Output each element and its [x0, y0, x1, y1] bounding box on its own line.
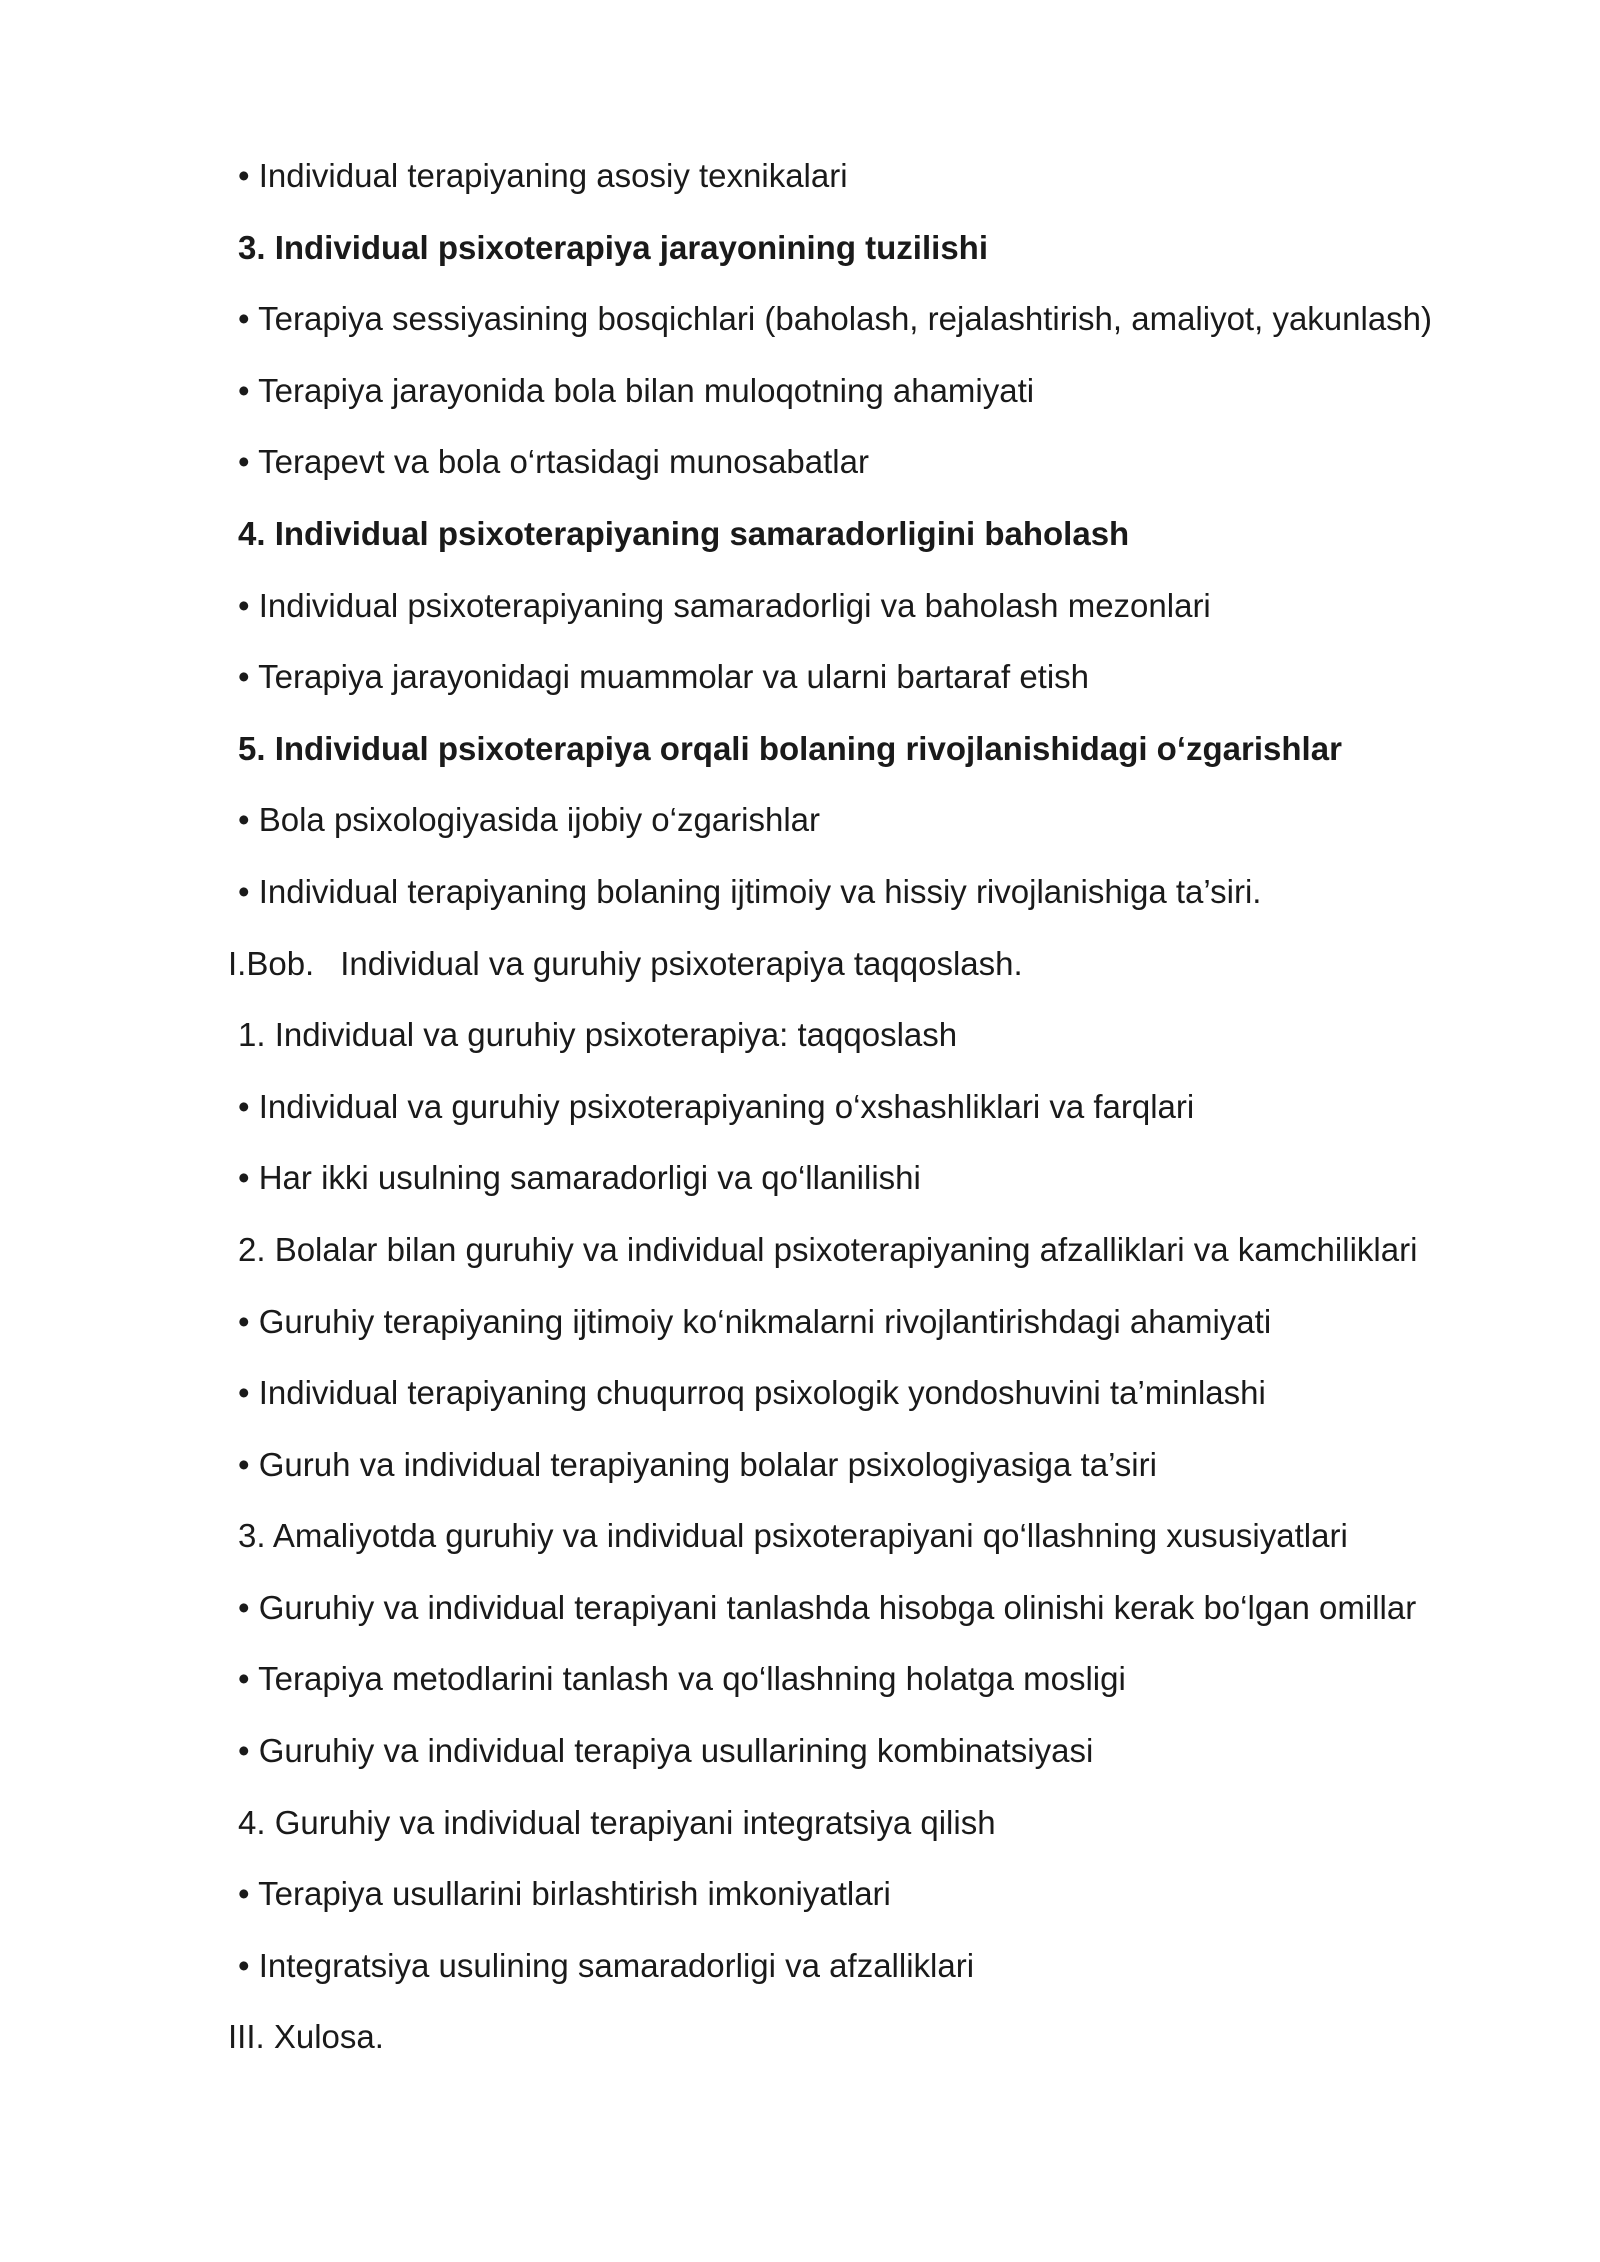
numbered-item-text: 4. Guruhiy va individual terapiyani integratsiya qilish [238, 1803, 996, 1841]
outline-item-text: • Terapiya jarayonidagi muammolar va ularni bartaraf etish [238, 658, 1090, 696]
outline-item [0, 150, 1600, 222]
outline-item [0, 651, 1600, 723]
chapter-heading [0, 938, 1600, 1010]
outline-item-text: • Individual terapiyaning bolaning ijtimoiy va hissiy rivojlanishiga ta’siri. [238, 872, 1262, 910]
outline-item-text: • Har ikki usulning samaradorligi va qo‘llanilishi [238, 1159, 921, 1197]
numbered-item [0, 1224, 1600, 1296]
numbered-item [0, 1510, 1600, 1582]
outline-item [0, 1367, 1600, 1439]
outline-item [0, 293, 1600, 365]
outline-item [0, 436, 1600, 508]
outline-item [0, 1653, 1600, 1725]
section-heading [0, 508, 1600, 580]
section-heading-text: 5. Individual psixoterapiya orqali bolaning rivojlanishidagi o‘zgarishlar [238, 729, 1342, 767]
outline-item [0, 866, 1600, 938]
outline-item-text: • Individual va guruhiy psixoterapiyaning o‘xshashliklari va farqlari [238, 1087, 1195, 1125]
chapter-heading [0, 2011, 1600, 2083]
outline-item-text: • Guruhiy terapiyaning ijtimoiy ko‘nikmalarni rivojlantirishdagi ahamiyati [238, 1302, 1272, 1340]
section-heading [0, 222, 1600, 294]
outline-item-text: • Terapiya sessiyasining bosqichlari (baholash, rejalashtirish, amaliyot, yakunlash) [238, 300, 1433, 338]
chapter-label: III. [228, 2018, 265, 2056]
numbered-item-text: 1. Individual va guruhiy psixoterapiya: taqqoslash [238, 1016, 958, 1054]
chapter-title: Xulosa. [273, 2018, 384, 2056]
outline-item [0, 1152, 1600, 1224]
section-heading-text: 3. Individual psixoterapiya jarayonining tuzilishi [238, 228, 988, 266]
chapter-label: I.Bob. [228, 944, 315, 982]
outline-item [0, 794, 1600, 866]
outline-item [0, 1296, 1600, 1368]
outline-item [0, 580, 1600, 652]
outline-item-text: • Individual terapiyaning chuqurroq psixologik yondoshuvini ta’minlashi [238, 1374, 1266, 1412]
outline-item [0, 1439, 1600, 1511]
outline-item-text: • Guruhiy va individual terapiya usullarining kombinatsiyasi [238, 1732, 1094, 1770]
outline-list [0, 150, 1600, 2083]
outline-item [0, 1725, 1600, 1797]
outline-item [0, 1940, 1600, 2012]
outline-item [0, 1868, 1600, 1940]
section-heading-text: 4. Individual psixoterapiyaning samaradorligini baholash [238, 514, 1130, 552]
outline-item-text: • Terapiya usullarini birlashtirish imkoniyatlari [238, 1875, 891, 1913]
outline-item-text: • Individual psixoterapiyaning samaradorligi va baholash mezonlari [238, 586, 1211, 624]
outline-item [0, 1582, 1600, 1654]
chapter-title: Individual va guruhiy psixoterapiya taqqoslash. [340, 944, 1023, 982]
outline-item-text: • Guruh va individual terapiyaning bolalar psixologiyasiga ta’siri [238, 1445, 1157, 1483]
numbered-item [0, 1009, 1600, 1081]
numbered-item-text: 2. Bolalar bilan guruhiy va individual psixoterapiyaning afzalliklari va kamchiliklari [238, 1230, 1418, 1268]
outline-item-text: • Bola psixologiyasida ijobiy o‘zgarishlar [238, 801, 821, 839]
outline-item-text: • Terapiya jarayonida bola bilan muloqotning ahamiyati [238, 371, 1035, 409]
outline-item [0, 1081, 1600, 1153]
numbered-item [0, 1797, 1600, 1869]
outline-item-text: • Terapevt va bola o‘rtasidagi munosabatlar [238, 443, 869, 481]
outline-item-text: • Terapiya metodlarini tanlash va qo‘llashning holatga mosligi [238, 1660, 1126, 1698]
outline-item-text: • Integratsiya usulining samaradorligi va afzalliklari [238, 1946, 975, 1984]
outline-item [0, 365, 1600, 437]
outline-item-text: • Guruhiy va individual terapiyani tanlashda hisobga olinishi kerak bo‘lgan omillar [238, 1588, 1417, 1626]
numbered-item-text: 3. Amaliyotda guruhiy va individual psixoterapiyani qo‘llashning xususiyatlari [238, 1517, 1348, 1555]
section-heading [0, 723, 1600, 795]
outline-item-text: • Individual terapiyaning asosiy texnikalari [238, 157, 848, 194]
